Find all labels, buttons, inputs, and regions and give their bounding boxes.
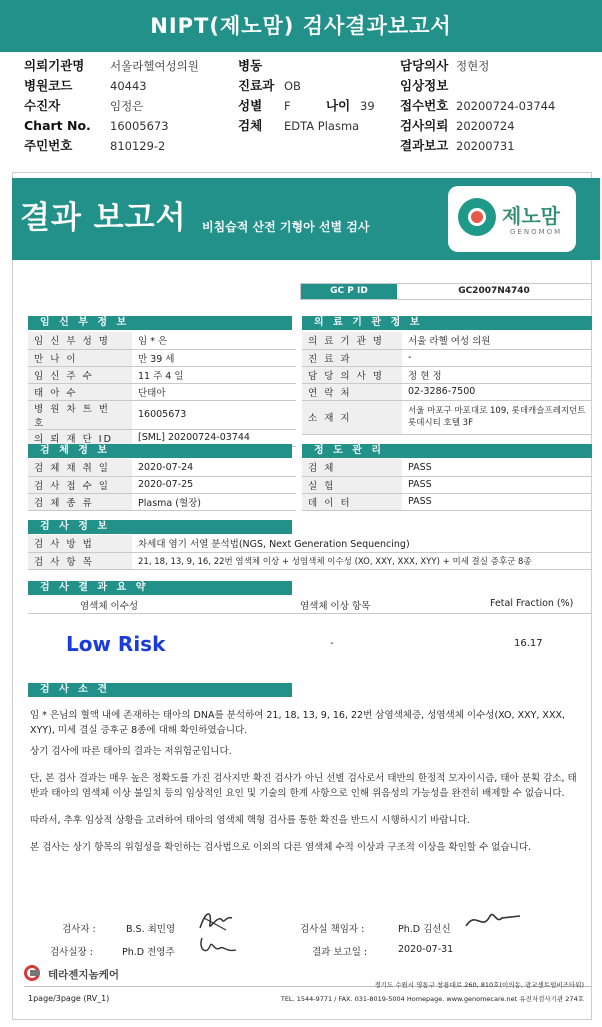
meta-value: 16005673 (110, 119, 169, 133)
meta-value: 40443 (110, 79, 147, 93)
row-key: 임 신 부 성 명 (28, 332, 132, 349)
meta-label: 주민번호 (24, 138, 73, 153)
meta-value: 20200724 (456, 119, 515, 133)
meta-value: OB (284, 79, 301, 93)
row-value: 서울 라헬 여성 의원 (402, 332, 592, 349)
chief-signature-icon (196, 932, 240, 960)
meta-value: 20200724-03744 (456, 99, 556, 113)
gcp-id-value: GC2007N4740 (458, 286, 530, 296)
row-value: 단태아 (132, 383, 296, 400)
row-value: 2020-07-25 (132, 476, 296, 493)
table-row (302, 459, 592, 476)
section-qc: 정 도 관 리 (302, 444, 592, 458)
table-row (302, 332, 592, 349)
banner-subtitle: 비침습적 산전 기형아 선별 검사 (202, 220, 370, 234)
institution-table (302, 332, 592, 435)
meta-label: 검사의뢰 (400, 118, 449, 133)
finding-paragraph: 본 검사는 상기 항목의 위험성을 확인하는 검사법으로 이외의 다른 염색체 수적 이상과 구조적 이상을 확인할 수 없습니다. (30, 842, 532, 853)
summary-divider (28, 613, 592, 614)
row-value: [SML] 20200724-03744 (132, 429, 296, 446)
table-row (28, 493, 296, 510)
logo-dot-icon (468, 208, 486, 226)
row-key: 실 험 (302, 476, 402, 493)
table-row (28, 383, 296, 400)
table-row (28, 366, 296, 383)
row-key: 데 이 터 (302, 493, 402, 510)
row-key: 의 료 기 관 명 (302, 332, 402, 349)
section-specimen: 검 체 정 보 (28, 444, 292, 458)
row-value: PASS (402, 493, 592, 510)
table-row (28, 552, 592, 569)
table-row (28, 349, 296, 366)
row-key: 검 사 항 목 (28, 552, 132, 569)
row-value: 2020-07-24 (132, 459, 296, 476)
meta-label: 병원코드 (24, 78, 73, 93)
row-key: 검 체 (302, 459, 402, 476)
table-row (302, 476, 592, 493)
row-key: 임 신 주 수 (28, 366, 132, 383)
meta-column-1 (24, 56, 199, 156)
summary-result: Low Risk (66, 632, 166, 656)
report-date: 2020-07-31 (398, 944, 454, 955)
test-table (28, 535, 592, 570)
row-key: 소 재 지 (302, 400, 402, 434)
meta-value: 서울라헬여성의원 (110, 59, 199, 73)
table-row (28, 535, 592, 552)
table-row (302, 400, 592, 434)
tester-name: B.S. 최민영 (126, 924, 176, 935)
company-name: 테라젠지놈케어 (48, 969, 120, 981)
row-key: 태 아 수 (28, 383, 132, 400)
responsible-label: 검사실 책임자 : (300, 924, 365, 935)
summary-header-ff: Fetal Fraction (%) (490, 598, 574, 609)
logo-name: 제노맘 (502, 204, 560, 228)
table-row (302, 366, 592, 383)
row-value: Plasma (혈장) (132, 493, 296, 510)
chief-label: 검사실장 : (50, 947, 93, 958)
meta-column-3 (400, 56, 555, 156)
table-row (28, 400, 296, 429)
table-row (28, 332, 296, 349)
company-contact: TEL. 1544-9771 / FAX. 031-8019-5004 Homepage. www.genomecare.net 유전자검사기관 274호 (280, 995, 584, 1003)
meta-label: 담당의사 (400, 58, 449, 73)
row-key: 검 사 접 수 일 (28, 476, 132, 493)
row-key: 진 료 과 (302, 349, 402, 366)
meta-label: 결과보고 (400, 138, 449, 153)
row-value: 02-3286-7500 (402, 383, 592, 400)
section-test: 검 사 정 보 (28, 520, 292, 534)
patient-table (28, 332, 296, 447)
finding-paragraph: 따라서, 추후 임상적 상황을 고려하여 태아의 염색체 핵형 검사를 통한 확진을 반드시 시행하시기 바랍니다. (30, 815, 470, 826)
section-institution: 의 료 기 관 정 보 (302, 316, 592, 330)
meta-column-2 (238, 56, 375, 136)
row-key: 연 락 처 (302, 383, 402, 400)
specimen-table (28, 459, 296, 511)
meta-value: 임정은 (110, 99, 144, 113)
responsible-signature-icon (462, 906, 526, 934)
finding-paragraph: 상기 검사에 따른 태아의 결과는 저위험군입니다. (30, 746, 232, 757)
summary-header-abnormal: 염색체 이상 항목 (300, 601, 371, 612)
row-key: 만 나 이 (28, 349, 132, 366)
section-summary: 검 사 결 과 요 약 (28, 581, 292, 595)
company-address: 경기도 수원시 영통구 창룡대로 260, 810호(이의동, 광교센트럴비즈타워) (374, 981, 584, 989)
summary-header-aneuploidy: 염색체 이수성 (80, 601, 139, 612)
meta-value: 20200731 (456, 139, 515, 153)
table-row (302, 349, 592, 366)
logo-en: GENOMOM (510, 228, 563, 236)
company-logo-icon (24, 965, 44, 981)
age-label: 나이 (326, 98, 351, 113)
section-findings: 검 사 소 견 (28, 683, 292, 697)
row-value: 임 * 은 (132, 332, 296, 349)
qc-table (302, 459, 592, 511)
row-value: PASS (402, 476, 592, 493)
row-value: 정 현 정 (402, 366, 592, 383)
meta-label: 접수번호 (400, 98, 449, 113)
responsible-name: Ph.D 김선신 (398, 924, 451, 935)
row-value: 만 39 세 (132, 349, 296, 366)
gcp-id-box (300, 283, 592, 300)
genomom-logo (448, 186, 576, 252)
finding-paragraph: 단, 본 검사 결과는 매우 높은 정확도를 가진 검사지만 확진 검사가 아닌 선별 검사로서 태반의 한정적 모자이시즘, 태아 분획 감소, 태반과 태아의 염색체 이상 불일치 등의 임상적인 요인 및 기술의 한계 사항으로 인해 위음성의 가능성을 완전히 배제할 수 없습니다. (30, 773, 577, 799)
meta-value: 정현정 (456, 59, 490, 73)
report-title: NIPT(제노맘) 검사결과보고서 (0, 0, 602, 52)
meta-label: 임상정보 (400, 78, 449, 93)
meta-label: 진료과 (238, 78, 275, 93)
meta-label: 검체 (238, 118, 263, 133)
meta-label: Chart No. (24, 118, 91, 133)
meta-value: EDTA Plasma (284, 119, 360, 133)
banner-title: 결과 보고서 (20, 200, 187, 236)
row-key: 검 체 종 류 (28, 493, 132, 510)
finding-paragraph: 임 * 은님의 혈액 내에 존재하는 태아의 DNA를 분석하여 21, 18, 13, 9, 16, 22번 삼염색체증, 성염색체 이수성(XO, XXY, XXX, XYY), 미세 결실 증후군 8종에 대해 확인하였습니다. (30, 710, 565, 736)
row-key: 병 원 차 트 번 호 (28, 400, 132, 429)
summary-ff-value: 16.17 (514, 638, 543, 649)
row-key: 담 당 의 사 명 (302, 366, 402, 383)
tester-label: 검사자 : (62, 924, 96, 935)
meta-label: 병동 (238, 58, 263, 73)
meta-value: 810129-2 (110, 139, 166, 153)
row-key: 검 체 채 취 일 (28, 459, 132, 476)
meta-label: 수진자 (24, 98, 61, 113)
row-value: 16005673 (132, 400, 296, 429)
table-row (302, 383, 592, 400)
page-indicator: 1page/3page (RV_1) (28, 994, 110, 1003)
meta-label: 의뢰기관명 (24, 58, 85, 73)
report-date-label: 결과 보고일 : (312, 947, 368, 958)
row-value: 11 주 4 일 (132, 366, 296, 383)
row-key: 의 뢰 재 단 ID (28, 429, 132, 446)
age-value: 39 (360, 99, 375, 113)
table-row (28, 459, 296, 476)
summary-abnormal-value: - (330, 638, 334, 649)
gcp-id-label: GC P ID (301, 284, 397, 299)
row-value: 서울 마포구 마포대로 109, 롯데캐슬프레지던트 롯데시티 호텔 3F (402, 400, 592, 434)
row-value: 차세대 염기 서열 분석법(NGS, Next Generation Sequencing) (132, 535, 592, 552)
section-patient: 임 신 부 정 보 (28, 316, 292, 330)
row-key: 검 사 방 법 (28, 535, 132, 552)
meta-label: 성별 (238, 98, 263, 113)
table-row (302, 493, 592, 510)
row-value: - (402, 349, 592, 366)
row-value: 21, 18, 13, 9, 16, 22번 염색체 이상 + 성염색체 이수성 (XO, XXY, XXX, XYY) + 미세 결실 증후군 8종 (132, 552, 592, 569)
row-value: PASS (402, 459, 592, 476)
chief-name: Ph.D 전영주 (122, 947, 175, 958)
table-row (28, 476, 296, 493)
meta-value: F (284, 99, 291, 113)
